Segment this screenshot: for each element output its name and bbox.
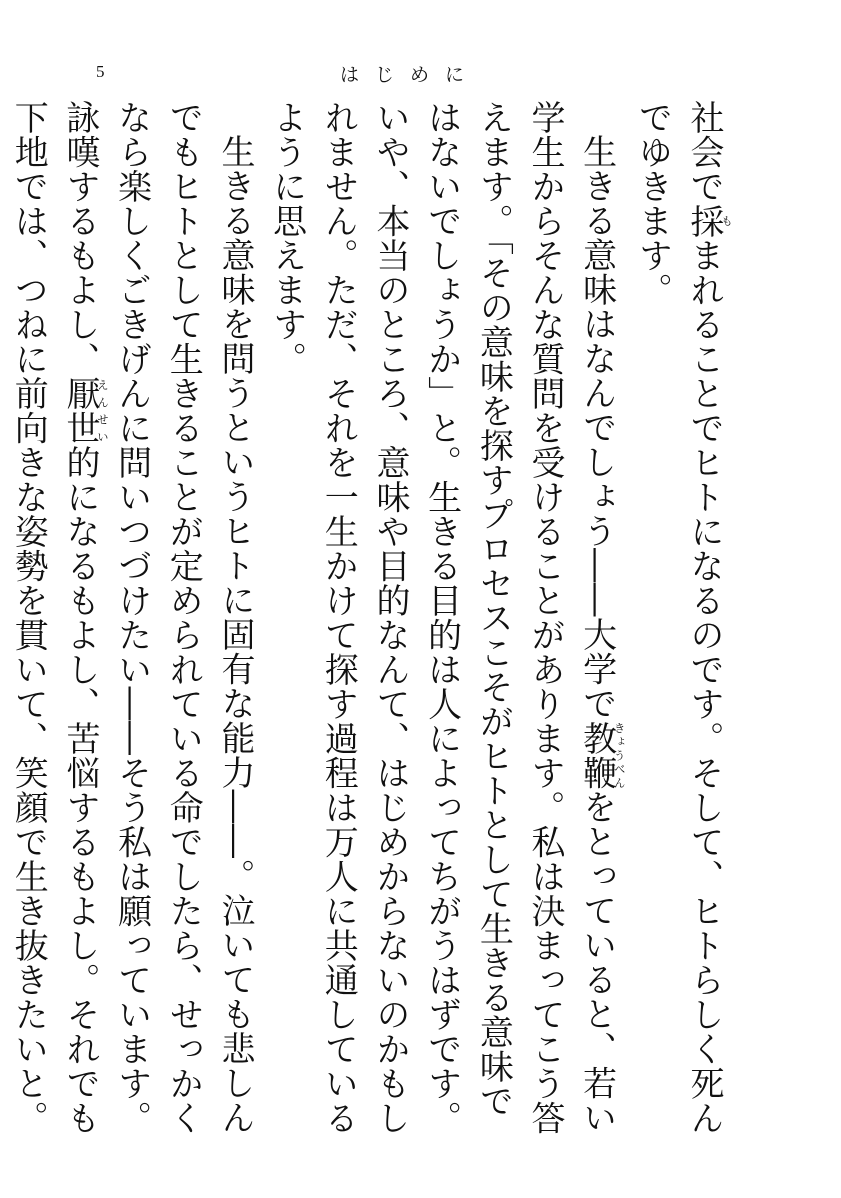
paragraph-2 (260, 100, 626, 1140)
page-number: 5 (96, 62, 105, 81)
ruby-ensei-base: 厭世 (59, 376, 100, 445)
paragraph-1-text-b: まれることでヒトになるのです。そして、ヒトらしく死んでゆきます。 (632, 100, 724, 1135)
ruby-ensei-reading: えんせい (95, 376, 110, 445)
paragraph-2-text-b: をとっていると、若い学生からそんな質問を受けることがあります。私は決まってこう答えます。「その意味を探すプロセスこそがヒトとして生きる意味ではないでしょうか」と。生きる目的は人によってちがうはずです。いや、本当のところ、意味や目的なんて、はじめからないのかもしれません。ただ、それを一生かけて探す過程は万人に共通しているように思えます。 (266, 100, 617, 1135)
ruby-mo-reading: も (720, 203, 734, 238)
paragraph-3-text-b: 的になるもよし、苦悩するもよし。それでも下地では、つねに前向きな姿勢を貫いて、笑顔で生き抜きたいと。 (8, 100, 100, 1135)
ruby-ensei (59, 376, 110, 445)
paragraph-3 (0, 100, 260, 1140)
running-head: はじめに (340, 64, 481, 86)
ruby-kyouben (576, 720, 627, 790)
ruby-mo-base: 採 (684, 203, 724, 238)
paragraph-1 (626, 100, 733, 1140)
paragraph-1-text-a: 社会で (684, 100, 724, 204)
ruby-mo (684, 203, 734, 239)
paragraph-3-text-a: 生きる意味を問うというヒトに固有な能力――。泣いても悲しんでもヒトとして生きることが定められている命でしたら、せっかくなら楽しくごきげんに問いつづけたい――そう私は願っています。詠嘆するもよし、 (59, 100, 255, 1135)
ruby-kyouben-reading: きょうべん (612, 720, 627, 790)
ruby-kyouben-base: 教鞭 (576, 720, 617, 790)
body-text (0, 100, 733, 1140)
paragraph-2-text-a: 生きる意味はなんでしょう――大学で (576, 134, 617, 721)
